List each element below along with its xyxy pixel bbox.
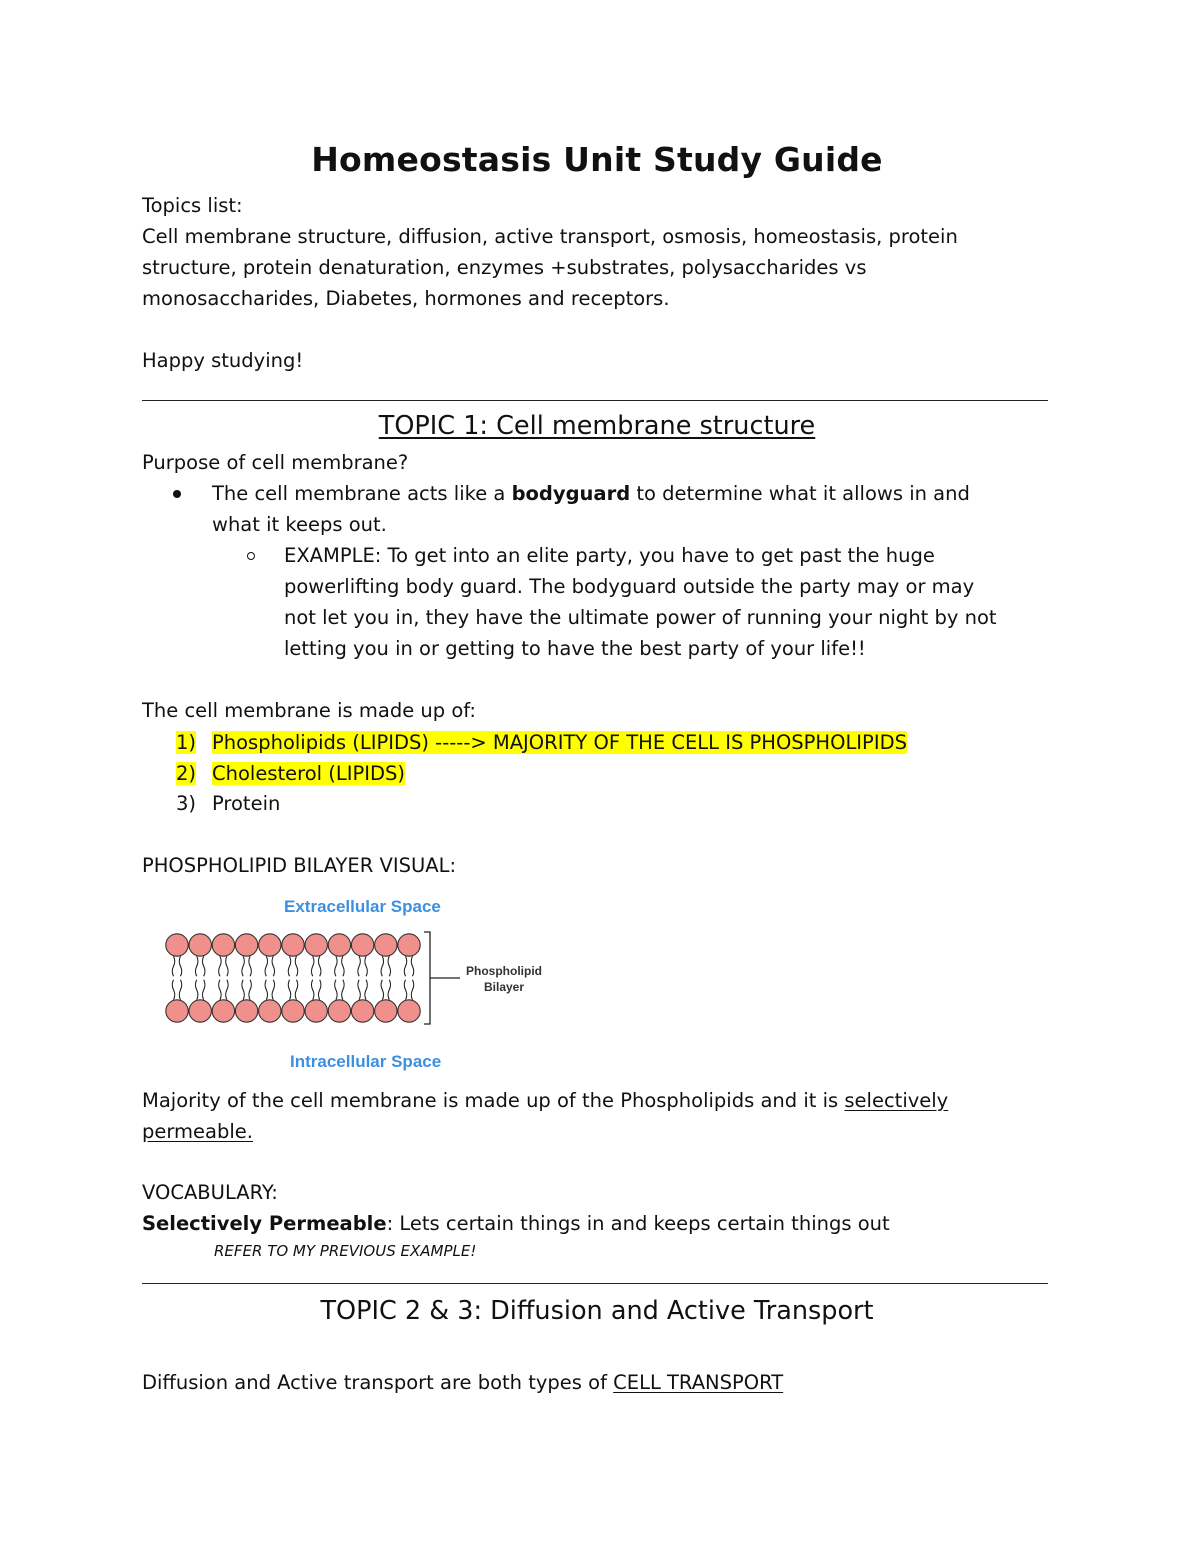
bullet-circle-icon bbox=[247, 552, 255, 560]
visual-label: PHOSPHOLIPID BILAYER VISUAL: bbox=[142, 854, 457, 877]
phospholipid-head-bottom bbox=[398, 1000, 420, 1022]
topics-line-3: monosaccharides, Diabetes, hormones and receptors. bbox=[142, 287, 670, 310]
topics-line-2: structure, protein denaturation, enzymes +substrates, polysaccharides vs bbox=[142, 256, 867, 279]
phospholipid-head-bottom bbox=[305, 1000, 327, 1022]
lipid-tail-bottom bbox=[249, 980, 252, 1000]
phospholipid-head-bottom bbox=[212, 1000, 234, 1022]
vocabulary-label: VOCABULARY: bbox=[142, 1181, 278, 1204]
lipid-tail-bottom bbox=[172, 980, 175, 1000]
majority-line-2: permeable. bbox=[142, 1120, 253, 1143]
lipid-tail-bottom bbox=[195, 980, 198, 1000]
phospholipid-head-top bbox=[259, 934, 281, 956]
selectively-underlined: selectively bbox=[844, 1089, 949, 1112]
majority-line-1: Majority of the cell membrane is made up of the Phospholipids and it is selectively bbox=[142, 1089, 949, 1112]
lipid-tail-top bbox=[295, 956, 298, 976]
lipid-tail-top bbox=[172, 956, 175, 976]
list-number: 2) bbox=[176, 762, 197, 785]
vocab-def: : Lets certain things in and keeps certain things out bbox=[386, 1212, 890, 1235]
phospholipid-head-bottom bbox=[351, 1000, 373, 1022]
example-line-4: letting you in or getting to have the best party of your life!! bbox=[284, 637, 866, 660]
lipid-tail-top bbox=[365, 956, 368, 976]
lipid-tail-top bbox=[358, 956, 361, 976]
bullet-bodyguard bbox=[212, 478, 970, 509]
lipid-tail-top bbox=[179, 956, 182, 976]
lipid-tail-top bbox=[219, 956, 222, 976]
lipid-tail-top bbox=[242, 956, 245, 976]
example-line-1: EXAMPLE: To get into an elite party, you have to get past the huge bbox=[284, 544, 935, 567]
phospholipid-head-bottom bbox=[189, 1000, 211, 1022]
topics-line-1: Cell membrane structure, diffusion, active transport, osmosis, homeostasis, protein bbox=[142, 225, 958, 248]
lipid-tail-bottom bbox=[311, 980, 314, 1000]
extracellular-label: Extracellular Space bbox=[284, 897, 441, 916]
phospholipid-head-top bbox=[212, 934, 234, 956]
bilayer-side-label-2: Bilayer bbox=[483, 980, 525, 994]
phospholipid-head-top bbox=[166, 934, 188, 956]
lipid-tail-top bbox=[411, 956, 414, 976]
lipid-tail-top bbox=[288, 956, 291, 976]
lipid-tail-bottom bbox=[381, 980, 384, 1000]
component-cholesterol: Cholesterol (LIPIDS) bbox=[212, 762, 405, 785]
example-line-2: powerlifting body guard. The bodyguard outside the party may or may bbox=[284, 575, 975, 598]
phospholipid-head-bottom bbox=[375, 1000, 397, 1022]
lipid-tail-bottom bbox=[404, 980, 407, 1000]
page-title: Homeostasis Unit Study Guide bbox=[311, 140, 883, 179]
list-number: 1) bbox=[176, 731, 197, 754]
topics-label: Topics list: bbox=[142, 194, 243, 217]
lipid-tail-top bbox=[195, 956, 198, 976]
lipid-tail-bottom bbox=[411, 980, 414, 1000]
lipid-tail-bottom bbox=[358, 980, 361, 1000]
bullet-dot-icon bbox=[173, 490, 181, 498]
bullet-text-bold: bodyguard bbox=[511, 482, 631, 505]
lipid-tail-bottom bbox=[265, 980, 268, 1000]
lipid-tail-top bbox=[335, 956, 338, 976]
bullet-text-post: to determine what it allows in and bbox=[630, 482, 970, 505]
lipid-tail-top bbox=[342, 956, 345, 976]
phospholipid-head-top bbox=[305, 934, 327, 956]
lipid-tail-top bbox=[265, 956, 268, 976]
cell-transport-underlined: CELL TRANSPORT bbox=[613, 1371, 784, 1394]
section-divider bbox=[142, 400, 1048, 401]
phospholipid-head-top bbox=[235, 934, 257, 956]
purpose-question: Purpose of cell membrane? bbox=[142, 451, 409, 474]
lipid-tail-bottom bbox=[179, 980, 182, 1000]
lipid-tail-bottom bbox=[272, 980, 275, 1000]
lipid-tail-bottom bbox=[342, 980, 345, 1000]
phospholipid-head-bottom bbox=[259, 1000, 281, 1022]
phospholipid-head-bottom bbox=[166, 1000, 188, 1022]
lipid-tail-top bbox=[311, 956, 314, 976]
lipid-tail-bottom bbox=[295, 980, 298, 1000]
lipid-tail-bottom bbox=[365, 980, 368, 1000]
lipid-tail-top bbox=[381, 956, 384, 976]
bilayer-heads-and-tails bbox=[166, 934, 420, 1022]
vocabulary-definition bbox=[142, 1208, 890, 1239]
happy-studying: Happy studying! bbox=[142, 349, 304, 372]
lipid-tail-top bbox=[202, 956, 205, 976]
phospholipid-head-top bbox=[398, 934, 420, 956]
phospholipid-head-top bbox=[282, 934, 304, 956]
lipid-tail-top bbox=[226, 956, 229, 976]
phospholipid-head-bottom bbox=[235, 1000, 257, 1022]
phospholipid-head-bottom bbox=[328, 1000, 350, 1022]
lipid-tail-bottom bbox=[219, 980, 222, 1000]
bullet-text-pre: The cell membrane acts like a bbox=[212, 482, 512, 505]
example-line-3: not let you in, they have the ultimate power of running your night by not bbox=[284, 606, 997, 629]
phospholipid-bilayer-diagram bbox=[142, 890, 572, 1075]
lipid-tail-top bbox=[404, 956, 407, 976]
lipid-tail-top bbox=[318, 956, 321, 976]
component-phospholipids: Phospholipids (LIPIDS) -----> MAJORITY OF THE CELL IS PHOSPHOLIPIDS bbox=[212, 731, 907, 754]
phospholipid-head-top bbox=[189, 934, 211, 956]
topic-2-3-heading: TOPIC 2 & 3: Diffusion and Active Transport bbox=[320, 1296, 874, 1326]
phospholipid-head-top bbox=[375, 934, 397, 956]
lipid-tail-top bbox=[272, 956, 275, 976]
phospholipid-head-top bbox=[328, 934, 350, 956]
phospholipid-head-top bbox=[351, 934, 373, 956]
lipid-tail-bottom bbox=[388, 980, 391, 1000]
list-number: 3) bbox=[176, 792, 197, 815]
cell-transport-sentence: Diffusion and Active transport are both types of CELL TRANSPORT bbox=[142, 1371, 784, 1394]
intracellular-label: Intracellular Space bbox=[290, 1052, 442, 1071]
vocab-term: Selectively Permeable bbox=[142, 1212, 387, 1235]
lipid-tail-bottom bbox=[242, 980, 245, 1000]
section-divider bbox=[142, 1283, 1048, 1284]
bullet-line-2: what it keeps out. bbox=[212, 513, 387, 536]
lipid-tail-bottom bbox=[226, 980, 229, 1000]
lipid-tail-bottom bbox=[288, 980, 291, 1000]
lipid-tail-top bbox=[388, 956, 391, 976]
lipid-tail-bottom bbox=[335, 980, 338, 1000]
lipid-tail-bottom bbox=[318, 980, 321, 1000]
bilayer-bracket bbox=[424, 932, 430, 1024]
vocab-note: REFER TO MY PREVIOUS EXAMPLE! bbox=[214, 1242, 477, 1260]
topic-1-heading: TOPIC 1: Cell membrane structure bbox=[378, 411, 816, 441]
phospholipid-head-bottom bbox=[282, 1000, 304, 1022]
lipid-tail-top bbox=[249, 956, 252, 976]
made-up-label: The cell membrane is made up of: bbox=[142, 699, 477, 722]
component-protein: Protein bbox=[212, 792, 281, 815]
bilayer-side-label-1: Phospholipid bbox=[466, 964, 542, 978]
lipid-tail-bottom bbox=[202, 980, 205, 1000]
